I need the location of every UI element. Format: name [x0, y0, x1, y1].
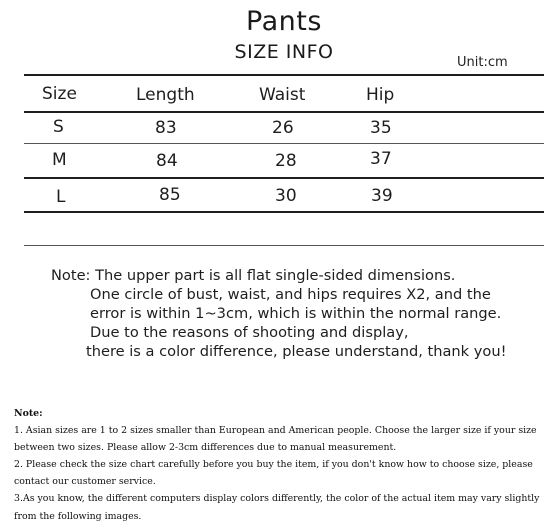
table-cell-size: L	[56, 187, 66, 207]
note-line: there is a color difference, please understand, thank you!	[86, 343, 507, 360]
column-header-hip: Hip	[366, 85, 395, 105]
table-row-rule	[24, 211, 544, 213]
footer-notes	[14, 405, 550, 525]
note-line: Due to the reasons of shooting and display,	[90, 324, 409, 341]
table-cell-length: 84	[156, 151, 178, 171]
note-line: Note: The upper part is all flat single-sided dimensions.	[51, 267, 456, 284]
footer-item: 1. Asian sizes are 1 to 2 sizes smaller than European and American people. Choose the larger size if your size between two sizes. Please allow 2-3cm differences due to manual measurement.	[14, 425, 537, 454]
table-cell-length: 83	[155, 118, 177, 138]
table-row-rule	[24, 177, 544, 179]
table-cell-hip: 37	[370, 149, 392, 169]
column-header-size: Size	[42, 84, 77, 104]
column-header-waist: Waist	[259, 85, 306, 105]
page-subtitle: SIZE INFO	[234, 41, 334, 63]
table-cell-waist: 30	[275, 186, 297, 206]
measurement-note	[51, 266, 506, 361]
table-cell-hip: 35	[370, 118, 392, 138]
column-header-length: Length	[136, 85, 195, 105]
table-header-rule	[24, 111, 544, 113]
table-cell-hip: 39	[371, 186, 393, 206]
table-top-rule	[24, 74, 544, 76]
footer-item: 2. Please check the size chart carefully before you buy the item, if you don't know how to choose size, please contact our customer service.	[14, 459, 533, 488]
note-line: One circle of bust, waist, and hips requires X2, and the	[90, 286, 491, 303]
table-cell-waist: 26	[272, 118, 294, 138]
table-cell-length: 85	[159, 185, 181, 205]
table-row-rule	[24, 143, 544, 144]
unit-label: Unit:cm	[457, 55, 508, 70]
table-cell-size: M	[52, 150, 67, 170]
page-title: Pants	[246, 6, 322, 37]
table-cell-size: S	[53, 117, 64, 137]
table-cell-waist: 28	[275, 151, 297, 171]
footer-item: 3.As you know, the different computers display colors differently, the color of the actual item may vary slightly from the following images.	[14, 493, 540, 522]
footer-title: Note:	[14, 408, 43, 419]
table-bottom-rule	[24, 245, 544, 246]
note-line: error is within 1~3cm, which is within the normal range.	[90, 305, 502, 322]
